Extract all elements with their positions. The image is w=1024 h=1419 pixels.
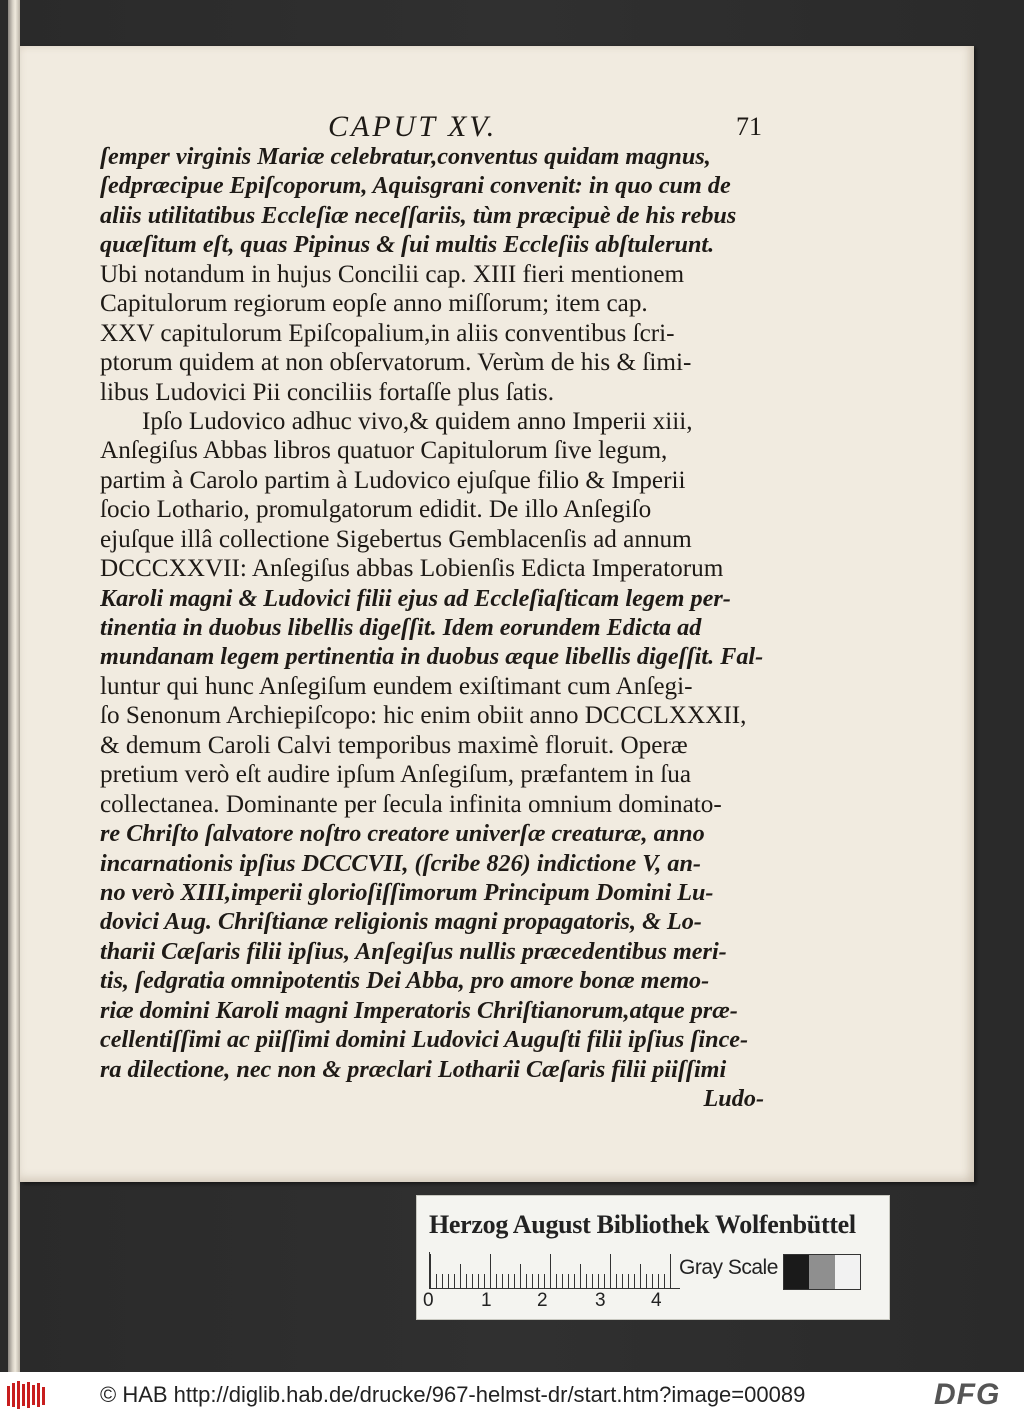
ruler-tick (514, 1274, 515, 1288)
ruler-tick (460, 1264, 461, 1288)
text-line: Ludo- (703, 1085, 764, 1112)
text-line: partim à Carolo partim à Ludovico ejuſque filio & Imperii (100, 466, 686, 494)
text-line: cellentiſſimi ac piiſſimi domini Ludovici Auguſti filii ipſius ſince- (100, 1026, 749, 1054)
text-line: re Chriſto ſalvatore noſtro creatore univerſæ creaturæ, anno (100, 820, 705, 848)
ruler-tick (496, 1274, 497, 1288)
ruler-tick (646, 1274, 647, 1288)
ruler-tick (580, 1264, 581, 1288)
ruler-tick (562, 1274, 563, 1288)
text-line: incarnationis ipſius DCCCVII, (ſcribe 826) indictione V, an- (100, 849, 701, 877)
scale-ruler (429, 1252, 680, 1289)
ruler-tick (454, 1274, 455, 1288)
text-line: ſo Senonum Archiepiſcopo: hic enim obiit anno DCCCLXXXII, (100, 702, 747, 730)
body-text (100, 142, 764, 1113)
ruler-tick (556, 1274, 557, 1288)
text-line: ſedpræcipue Epiſcoporum, Aquisgrani convenit: in quo cum de (100, 172, 731, 200)
swatch-white (835, 1255, 860, 1289)
ruler-tick (538, 1274, 539, 1288)
ruler-tick (610, 1254, 611, 1288)
gray-scale-label: Gray Scale (679, 1256, 778, 1279)
text-line: ejuſque illâ collectione Sigebertus Gemblacenſis ad annum (100, 525, 692, 553)
text-line: ra dilectione, nec non & præclari Lotharii Cæſaris filii piiſſimi (100, 1055, 727, 1083)
text-line: DCCCXXVII: Anſegiſus abbas Lobienſis Edicta Imperatorum (100, 555, 724, 583)
ruler-tick (574, 1274, 575, 1288)
running-head: CAPUT XV. (328, 110, 498, 143)
ruler-number: 2 (537, 1290, 548, 1311)
library-color-card (416, 1195, 890, 1320)
ruler-tick (532, 1274, 533, 1288)
text-line: quæſitum eſt, quas Pipinus & ſui multis Eccleſiis abſtulerunt. (100, 231, 715, 259)
ruler-tick (442, 1274, 443, 1288)
text-line: tharii Cæſaris filii ipſius, Anſegiſus nullis præcedentibus meri- (100, 937, 727, 965)
ruler-tick (598, 1274, 599, 1288)
text-line: Anſegiſus Abbas libros quatuor Capitulorum ſive legum, (100, 437, 668, 465)
ruler-tick (520, 1264, 521, 1288)
text-line: mundanam legem pertinentia in duobus æque libellis digeſſit. Fal- (100, 643, 764, 671)
ruler-tick (502, 1274, 503, 1288)
ruler-tick (472, 1274, 473, 1288)
ruler-tick (550, 1254, 551, 1288)
page-number: 71 (736, 112, 762, 141)
ruler-tick (592, 1274, 593, 1288)
text-line: ſocio Lothario, promulgatorum edidit. De illo Anſegiſo (100, 496, 652, 524)
ruler-number: 3 (595, 1290, 606, 1311)
page-header (0, 110, 1024, 143)
ruler-tick (430, 1254, 431, 1288)
dfg-logo: DFG (934, 1378, 1001, 1411)
text-line: pretium verò eſt audire ipſum Anſegiſum, præfantem in ſua (100, 761, 692, 789)
hab-logo-icon (6, 1380, 48, 1410)
text-line: XXV capitulorum Epiſcopalium,in aliis conventibus ſcri- (100, 319, 675, 347)
ruler-tick (436, 1274, 437, 1288)
text-line: tis, ſedgratia omnipotentis Dei Abba, pro amore bonæ memo- (100, 967, 710, 995)
previous-page-edge (8, 0, 20, 1372)
text-line: & demum Caroli Calvi temporibus maximè floruit. Operæ (100, 731, 688, 759)
swatch-black (784, 1255, 809, 1289)
ruler-number: 0 (423, 1290, 434, 1311)
ruler-tick (490, 1254, 491, 1288)
ruler-tick (664, 1274, 665, 1288)
text-line: Ipſo Ludovico adhuc vivo,& quidem anno Imperii xiii, (142, 407, 693, 435)
ruler-tick (604, 1274, 605, 1288)
text-line: ptorum quidem at non obſervatorum. Verùm de his & ſimi- (100, 349, 692, 377)
ruler-tick (544, 1274, 545, 1288)
footer-bar (0, 1372, 1024, 1419)
library-name: Herzog August Bibliothek Wolfenbüttel (429, 1210, 856, 1239)
text-line: libus Ludovici Pii conciliis fortaſſe plus ſatis. (100, 378, 555, 406)
ruler-tick (616, 1274, 617, 1288)
ruler-tick (634, 1274, 635, 1288)
ruler-tick (640, 1264, 641, 1288)
text-line: Karoli magni & Ludovici filii ejus ad Eccleſiaſticam legem per- (100, 584, 731, 612)
ruler-tick (628, 1274, 629, 1288)
ruler-tick (670, 1254, 671, 1288)
text-line: Ubi notandum in hujus Concilii cap. XIII fieri mentionem (100, 260, 685, 288)
ruler-tick (586, 1274, 587, 1288)
ruler-tick (448, 1274, 449, 1288)
text-line: Capitulorum regiorum eopſe anno miſſorum; item cap. (100, 290, 648, 318)
ruler-tick (484, 1274, 485, 1288)
text-line: riæ domini Karoli magni Imperatoris Chriſtianorum,atque præ- (100, 996, 738, 1024)
ruler-tick (466, 1274, 467, 1288)
text-line: luntur qui hunc Anſegiſum eundem exiſtimant cum Anſegi- (100, 672, 693, 700)
ruler-number: 4 (651, 1290, 662, 1311)
swatch-gray (809, 1255, 834, 1289)
text-line: dovici Aug. Chriſtianæ religionis magni propagatoris, & Lo- (100, 908, 702, 936)
text-line: ſemper virginis Mariæ celebratur,conventus quidam magnus, (100, 143, 711, 170)
ruler-tick (622, 1274, 623, 1288)
ruler-tick (478, 1274, 479, 1288)
ruler-tick (658, 1274, 659, 1288)
text-line: tinentia in duobus libellis digeſſit. Idem eorundem Edicta ad (100, 614, 702, 641)
text-line: no verò XIII,imperii glorioſiſſimorum Principum Domini Lu- (100, 878, 714, 906)
ruler-tick (526, 1274, 527, 1288)
text-line: aliis utilitatibus Eccleſiæ neceſſariis, tùm præcipuè de his rebus (100, 201, 737, 229)
ruler-tick (568, 1274, 569, 1288)
ruler-tick (652, 1274, 653, 1288)
gray-scale-swatches (783, 1254, 861, 1290)
source-url[interactable]: © HAB http://diglib.hab.de/drucke/967-helmst-dr/start.htm?image=00089 (100, 1382, 806, 1407)
text-line: collectanea. Dominante per ſecula infinita omnium dominato- (100, 790, 722, 818)
ruler-tick (508, 1274, 509, 1288)
ruler-number: 1 (481, 1290, 492, 1311)
